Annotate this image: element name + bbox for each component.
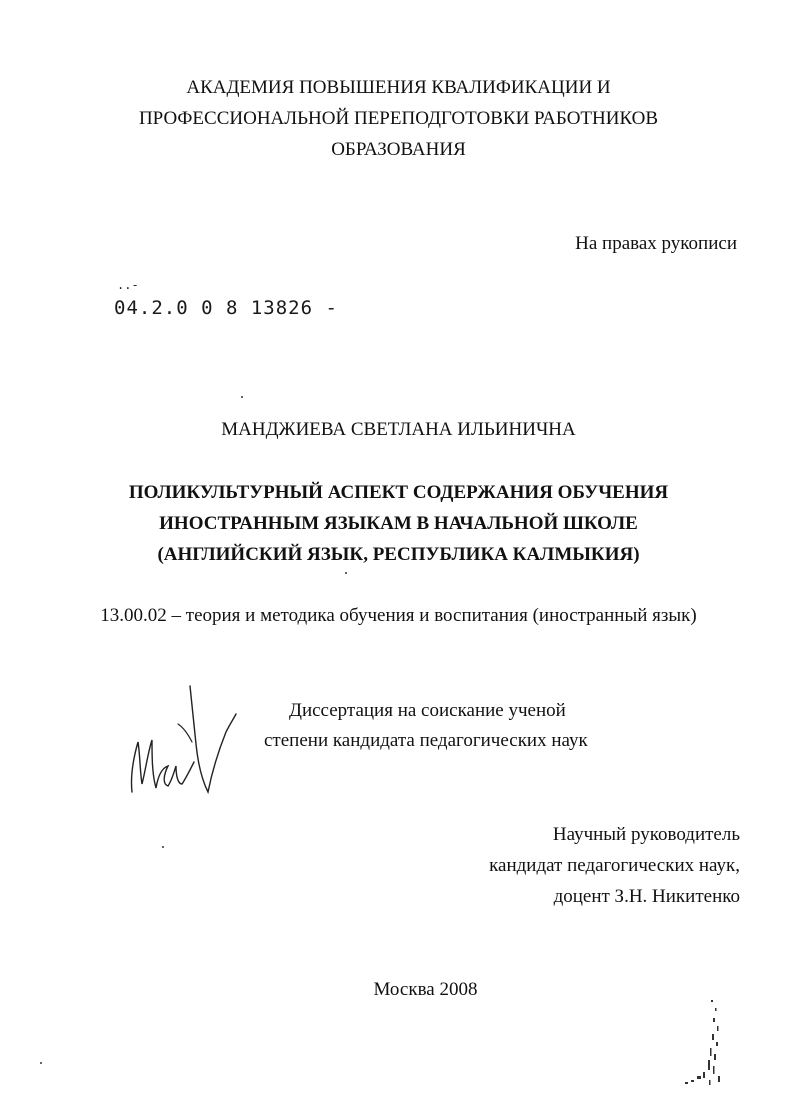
scan-edge-noise <box>683 996 733 1093</box>
dissertation-line-2: степени кандидата педагогических наук <box>264 730 588 751</box>
manuscript-rights-note: На правах рукописи <box>575 233 737 254</box>
specialty-code: 13.00.02 – теория и методика обучения и воспитания (иностранный язык) <box>100 605 697 626</box>
institution-line-2: ПРОФЕССИОНАЛЬНОЙ ПЕРЕПОДГОТОВКИ РАБОТНИКОВ <box>138 108 659 129</box>
institution-line-3: ОБРАЗОВАНИЯ <box>331 139 466 160</box>
supervisor-name: доцент З.Н. Никитенко <box>553 886 740 907</box>
author-name: МАНДЖИЕВА СВЕТЛАНА ИЛЬИНИЧНА <box>221 419 576 440</box>
scan-speck <box>162 846 164 848</box>
institution-line-1: АКАДЕМИЯ ПОВЫШЕНИЯ КВАЛИФИКАЦИИ И <box>186 77 611 98</box>
dissertation-line-1: Диссертация на соискание ученой <box>289 700 566 721</box>
supervisor-label: Научный руководитель <box>552 824 740 845</box>
place-year: Москва 2008 <box>373 979 478 1000</box>
title-line-1: ПОЛИКУЛЬТУРНЫЙ АСПЕКТ СОДЕРЖАНИЯ ОБУЧЕНИЯ <box>128 482 669 503</box>
supervisor-degree: кандидат педагогических наук, <box>489 855 740 876</box>
author-signature <box>118 684 238 819</box>
library-stamp-code: 04.2.0 0 8 13826 - <box>114 297 338 319</box>
stamp-marks: ..- <box>117 278 139 292</box>
title-line-2: ИНОСТРАННЫМ ЯЗЫКАМ В НАЧАЛЬНОЙ ШКОЛЕ <box>159 513 638 534</box>
scan-speck <box>345 572 347 574</box>
scan-speck <box>40 1062 42 1064</box>
scan-speck <box>241 396 243 398</box>
title-line-3: (АНГЛИЙСКИЙ ЯЗЫК, РЕСПУБЛИКА КАЛМЫКИЯ) <box>157 544 640 565</box>
